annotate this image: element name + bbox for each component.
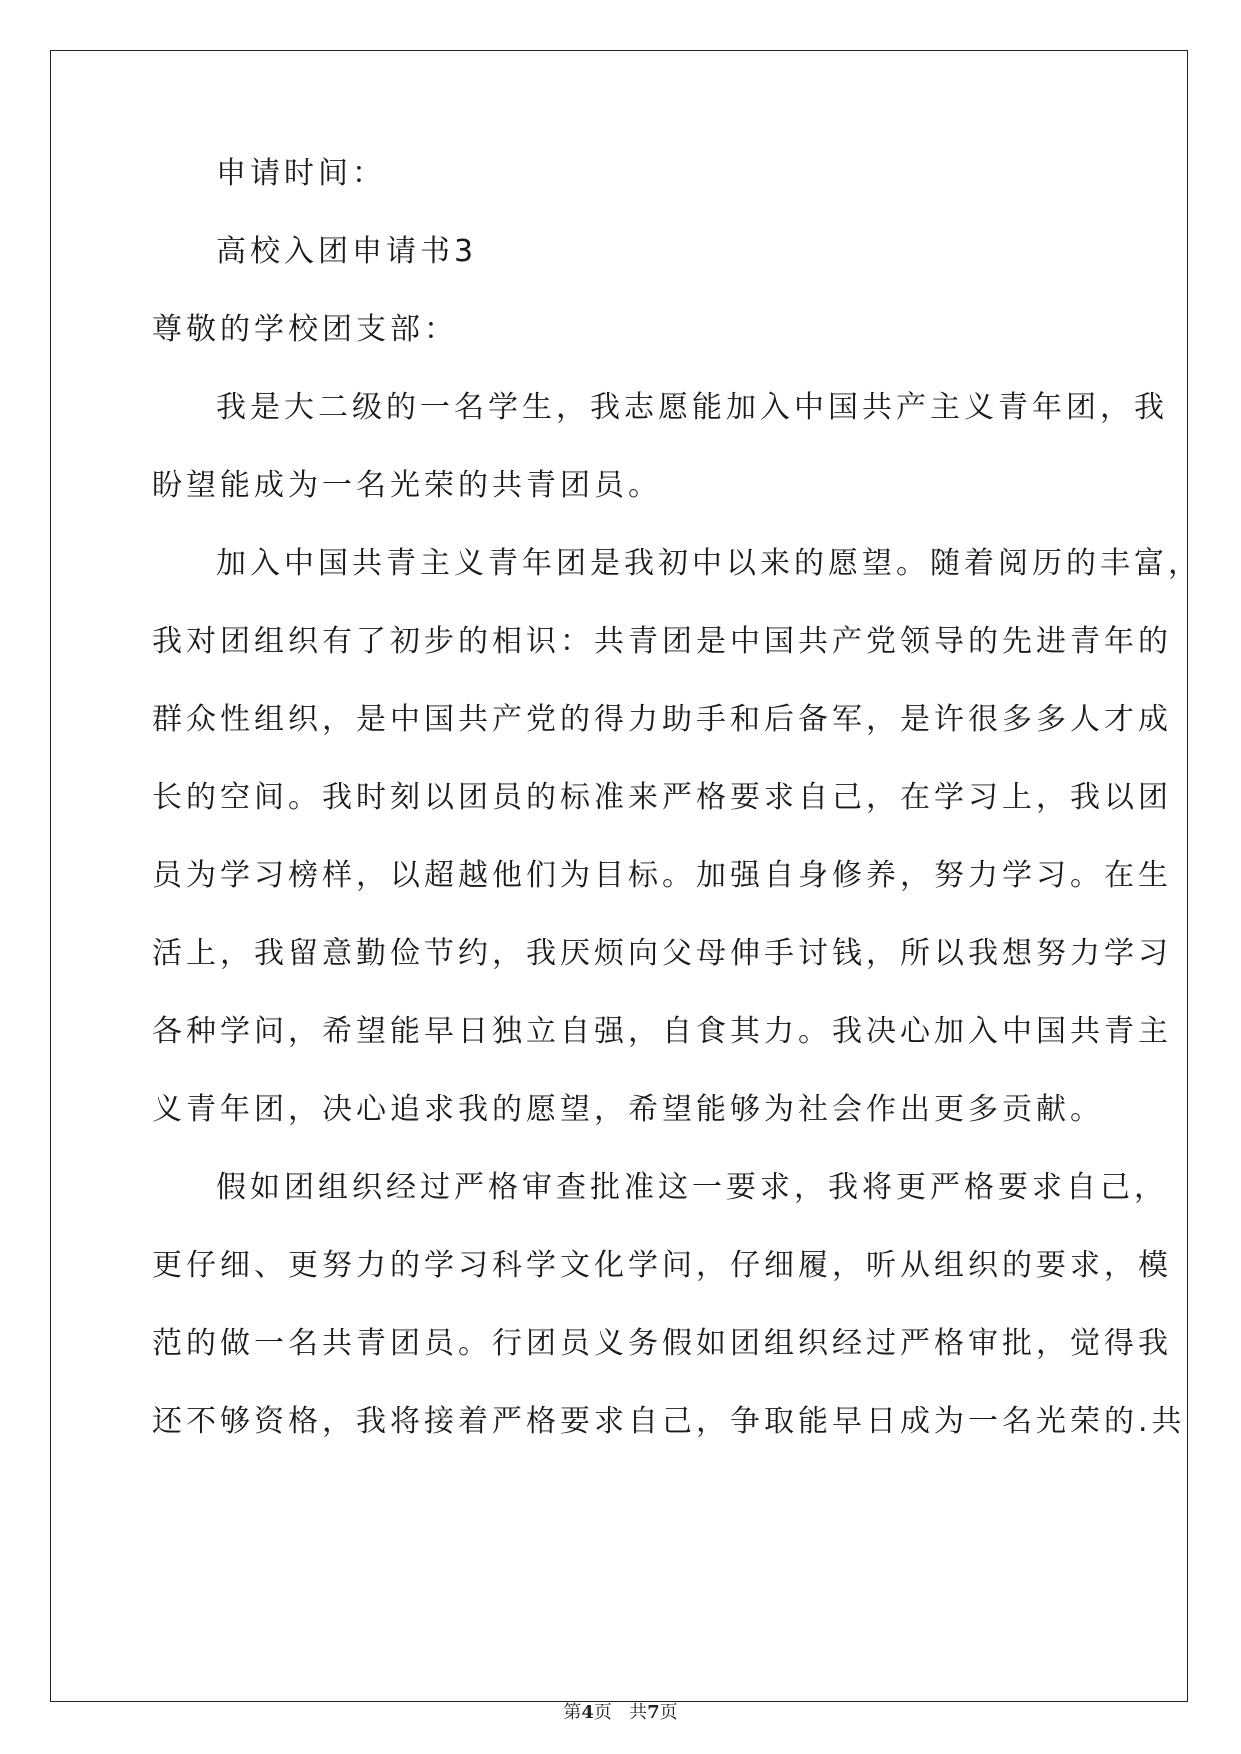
paragraph-line: 员为学习榜样，以超越他们为目标。加强自身修养，努力学习。在生 (152, 858, 1172, 893)
paragraph-line: 我是大二级的一名学生，我志愿能加入中国共产主义青年团，我 (216, 390, 1168, 425)
page-suffix: 页 (593, 1702, 612, 1723)
paragraph-line: 长的空间。我时刻以团员的标准来严格要求自己，在学习上，我以团 (152, 780, 1172, 815)
paragraph-line: 范的做一名共青团员。行团员义务假如团组织经过严格审批，觉得我 (152, 1326, 1172, 1361)
paragraph-line: 义青年团，决心追求我的愿望，希望能够为社会作出更多贡献。 (152, 1092, 1104, 1127)
paragraph-line: 各种学问，希望能早日独立自强，自食其力。我决心加入中国共青主 (152, 1014, 1172, 1049)
page-footer (0, 1698, 1241, 1724)
document-title: 高校入团申请书3 (216, 234, 478, 269)
paragraph-line: 我对团组织有了初步的相识：共青团是中国共产党领导的先进青年的 (152, 624, 1172, 659)
paragraph-line: 群众性组织，是中国共产党的得力助手和后备军，是许很多多人才成 (152, 702, 1172, 737)
paragraph-line: 盼望能成为一名光荣的共青团员。 (152, 468, 662, 503)
paragraph-line: 更仔细、更努力的学习科学文化学问，仔细履，听从组织的要求，模 (152, 1248, 1172, 1283)
application-date-label: 申请时间： (216, 156, 386, 191)
total-prefix: 共 (629, 1702, 648, 1723)
total-pages: 7 (647, 1702, 660, 1723)
page-prefix: 第 (563, 1702, 582, 1723)
page-number: 4 (581, 1702, 594, 1723)
paragraph-line: 假如团组织经过严格审查批准这一要求，我将更严格要求自己， (216, 1170, 1168, 1205)
paragraph-line: 还不够资格，我将接着严格要求自己，争取能早日成为一名光荣的.共 (152, 1404, 1186, 1439)
salutation: 尊敬的学校团支部： (152, 312, 458, 347)
total-suffix: 页 (659, 1702, 678, 1723)
paragraph-line: 活上，我留意勤俭节约，我厌烦向父母伸手讨钱，所以我想努力学习 (152, 936, 1172, 971)
paragraph-line: 加入中国共青主义青年团是我初中以来的愿望。随着阅历的丰富， (216, 546, 1202, 581)
